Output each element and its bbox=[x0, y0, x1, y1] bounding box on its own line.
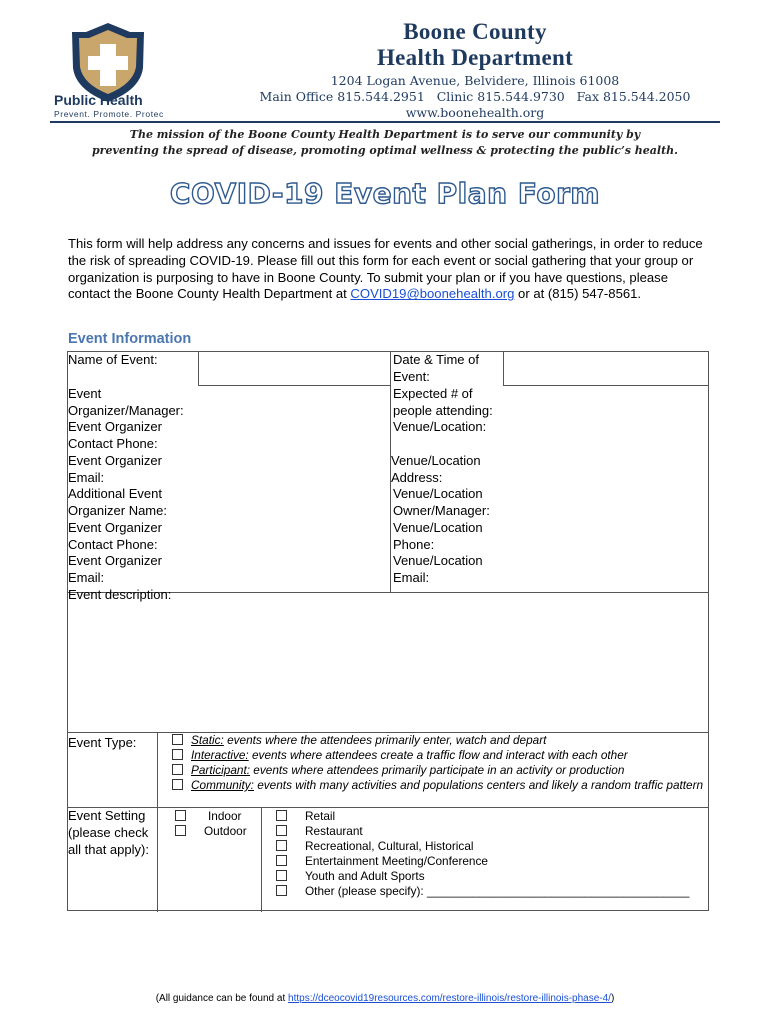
org-name-line1: Boone County bbox=[403, 19, 547, 44]
website: www.boonehealth.org bbox=[405, 105, 545, 120]
checkbox-sports[interactable] bbox=[276, 870, 287, 881]
intro-text-end: or at (815) 547-8561. bbox=[514, 286, 642, 302]
label-date-time: Date & Time of Event: bbox=[393, 352, 479, 384]
public-health-logo bbox=[52, 20, 164, 120]
label-event-description: Event description: bbox=[68, 587, 172, 602]
mission-line2: preventing the spread of disease, promoting optimal wellness & protecting the public’s health. bbox=[91, 144, 679, 157]
label-additional-organizer: Additional Event Organizer Name: bbox=[68, 486, 167, 518]
header-divider bbox=[50, 121, 720, 123]
option-participant[interactable]: Participant: events where attendees primarily participate in an activity or production bbox=[172, 763, 692, 778]
option-static[interactable]: Static: events where the attendees primarily enter, watch and depart bbox=[172, 733, 692, 748]
label-additional-email: Event Organizer Email: bbox=[68, 553, 162, 585]
label-expected-attendees: Expected # of people attending: bbox=[393, 386, 493, 418]
checkbox-entertainment[interactable] bbox=[276, 855, 287, 866]
label-organizer-phone: Event Organizer Contact Phone: bbox=[68, 419, 162, 451]
checkbox-restaurant[interactable] bbox=[276, 825, 287, 836]
intro-text: This form will help address any concerns and issues for events and other social gatherings, in order to reduce the risk of spreading COVID-19. Please fill out this form for each event or social gathering that your group or organization is purposing to have in Boone County. To submit your plan or if you have questions, please contact the Boone County Health Department at bbox=[68, 236, 703, 302]
date-time-input[interactable] bbox=[504, 353, 708, 385]
venue-input[interactable] bbox=[504, 387, 708, 587]
form-title: COVID-19 Event Plan Form bbox=[169, 177, 601, 210]
option-interactive[interactable]: Interactive: events where attendees create a traffic flow and interact with each other bbox=[172, 748, 692, 763]
option-sports[interactable]: Youth and Adult Sports bbox=[276, 869, 425, 884]
option-outdoor[interactable]: Outdoor bbox=[175, 824, 247, 839]
section-heading: Event Information bbox=[68, 331, 192, 347]
label-venue-owner: Venue/Location Owner/Manager: bbox=[393, 486, 490, 518]
label-event-name: Name of Event: bbox=[68, 352, 158, 367]
mission-statement bbox=[60, 127, 710, 159]
label-venue-address: Venue/Location Address: bbox=[391, 453, 481, 485]
event-name-input[interactable] bbox=[199, 353, 389, 385]
contact-email-link[interactable]: COVID19@boonehealth.org bbox=[350, 286, 515, 302]
guidance-link[interactable]: https://dceocovid19resources.com/restore-illinois/restore-illinois-phase-4/ bbox=[288, 993, 611, 1004]
logo-text: Public Health bbox=[54, 92, 143, 108]
option-restaurant[interactable]: Restaurant bbox=[276, 824, 363, 839]
checkbox-retail[interactable] bbox=[276, 810, 287, 821]
checkbox-recreational[interactable] bbox=[276, 840, 287, 851]
logo-tagline: Prevent. Promote. Protect. bbox=[54, 109, 164, 119]
checkbox-community[interactable] bbox=[172, 779, 183, 790]
option-other[interactable]: Other (please specify): ________________________________________ bbox=[276, 884, 696, 899]
option-community[interactable]: Community: events with many activities and populations centers and likely a random traffic pattern bbox=[172, 778, 705, 793]
option-retail[interactable]: Retail bbox=[276, 809, 335, 824]
checkbox-interactive[interactable] bbox=[172, 749, 183, 760]
organization-contact bbox=[210, 73, 740, 121]
label-organizer: Event Organizer/Manager: bbox=[68, 386, 184, 418]
intro-paragraph bbox=[68, 236, 708, 303]
checkbox-participant[interactable] bbox=[172, 764, 183, 775]
address: 1204 Logan Avenue, Belvidere, Illinois 61008 bbox=[330, 73, 620, 88]
mission-line1: The mission of the Boone County Health Department is to serve our community by bbox=[129, 128, 641, 141]
option-indoor[interactable]: Indoor bbox=[175, 809, 241, 824]
org-name-line2: Health Department bbox=[376, 45, 574, 70]
organizer-input[interactable] bbox=[199, 387, 389, 587]
label-event-type: Event Type: bbox=[68, 735, 137, 750]
phone-numbers: Main Office 815.544.2951 Clinic 815.544.9730 Fax 815.544.2050 bbox=[259, 89, 691, 104]
checkbox-static[interactable] bbox=[172, 734, 183, 745]
label-additional-phone: Event Organizer Contact Phone: bbox=[68, 520, 162, 552]
option-recreational[interactable]: Recreational, Cultural, Historical bbox=[276, 839, 474, 854]
checkbox-indoor[interactable] bbox=[175, 810, 186, 821]
label-organizer-email: Event Organizer Email: bbox=[68, 453, 162, 485]
checkbox-other[interactable] bbox=[276, 885, 287, 896]
label-venue-phone: Venue/Location Phone: bbox=[393, 520, 483, 552]
label-venue-email: Venue/Location Email: bbox=[393, 553, 483, 585]
footer-note: (All guidance can be found at https://dceocovid19resources.com/restore-illinois/restore-illinois-phase-4/) bbox=[155, 993, 615, 1004]
option-entertainment[interactable]: Entertainment Meeting/Conference bbox=[276, 854, 488, 869]
label-venue: Venue/Location: bbox=[393, 419, 487, 434]
checkbox-outdoor[interactable] bbox=[175, 825, 186, 836]
label-event-setting: Event Setting (please check all that apply): bbox=[68, 808, 149, 857]
event-description-input[interactable] bbox=[69, 610, 708, 730]
organization-name bbox=[300, 19, 650, 71]
shield-cross-icon bbox=[52, 20, 164, 120]
